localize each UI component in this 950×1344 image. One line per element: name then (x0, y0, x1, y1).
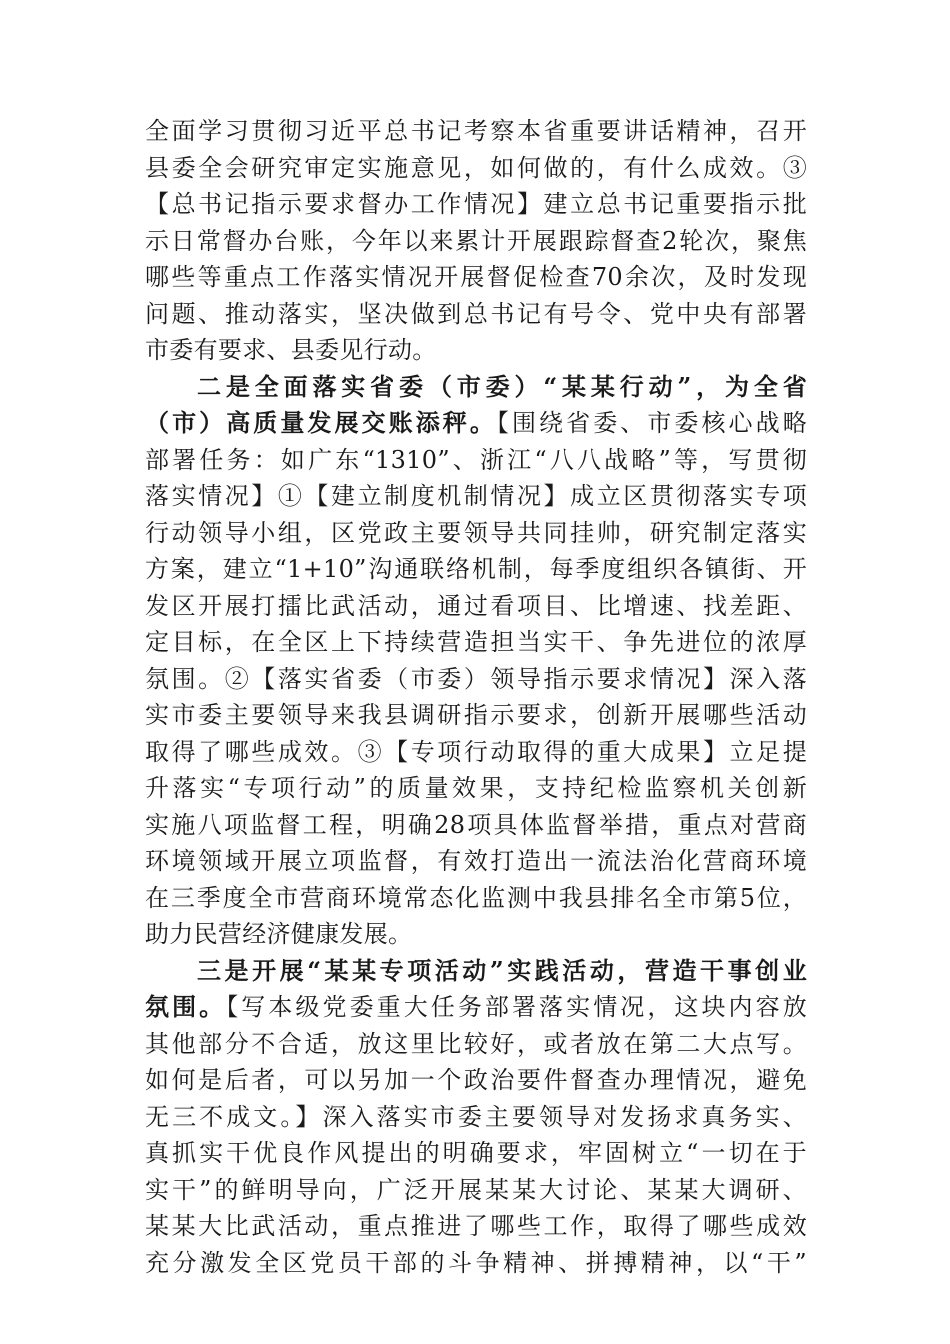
section-heading: 三是开展“某某专项活动”实践活动，营造干事创业 (197, 955, 807, 985)
body-text: 【写本级党委重大任务部署落实情况，这块内容放 (226, 993, 807, 1021)
section-heading: 二是全面落实省委（市委）“某某行动”，为全省 (197, 371, 807, 401)
text-line: 在三季度全市营商环境常态化监测中我县排名全市第5位， (145, 883, 807, 912)
text-line: 示日常督办台账，今年以来累计开展跟踪督查2轮次，聚焦 (145, 226, 807, 255)
body-text: 【围绕省委、市委核心战略 (496, 409, 807, 437)
text-line: 升落实“专项行动”的质量效果，支持纪检监察机关创新 (145, 774, 807, 802)
text-line: 真抓实干优良作风提出的明确要求，牢固树立“一切在于 (145, 1139, 807, 1167)
text-line: 环境领域开展立项监督，有效打造出一流法治化营商环境 (145, 847, 807, 875)
section-heading-line (145, 369, 807, 406)
text-line: 落实情况】①【建立制度机制情况】成立区贯彻落实专项 (145, 482, 807, 510)
text-line: 部署任务：如广东“1310”、浙江“八八战略”等，写贯彻 (145, 445, 807, 474)
text-line: 实市委主要领导来我县调研指示要求，创新开展哪些活动 (145, 701, 807, 729)
text-line: 实施八项监督工程，明确28项具体监督举措，重点对营商 (145, 810, 807, 839)
text-line: 方案，建立“1+10”沟通联络机制，每季度组织各镇街、开 (145, 555, 807, 583)
text-line: 氛围。②【落实省委（市委）领导指示要求情况】深入落 (145, 664, 807, 693)
paragraph-2 (145, 369, 807, 953)
paragraph-1 (145, 113, 807, 369)
section-heading-line (145, 953, 807, 990)
text-line: 某某大比武活动，重点推进了哪些工作，取得了哪些成效 (145, 1212, 807, 1240)
text-line: 市委有要求、县委见行动。 (145, 336, 437, 364)
text-line: 哪些等重点工作落实情况开展督促检查70余次，及时发现 (145, 263, 807, 291)
text-line: 县委全会研究审定实施意见，如何做的，有什么成效。③ (145, 153, 807, 182)
text-line: 助力民营经济健康发展。 (145, 920, 413, 948)
section-heading: 氛围。 (145, 992, 227, 1021)
text-line: 无三不成文。】深入落实市委主要领导对发扬求真务实、 (145, 1102, 807, 1131)
text-line: 实干”的鲜明导向，广泛开展某某大讨论、某某大调研、 (145, 1175, 807, 1204)
text-line: 【总书记指示要求督办工作情况】建立总书记重要指示批 (145, 190, 807, 218)
text-line (145, 405, 807, 442)
text-line: 如何是后者，可以另加一个政治要件督查办理情况，避免 (145, 1066, 807, 1094)
text-line: 全面学习贯彻习近平总书记考察本省重要讲话精神，召开 (145, 117, 807, 145)
section-heading: （市）高质量发展交账添秤。 (145, 408, 497, 437)
text-line: 充分激发全区党员干部的斗争精神、拼搏精神，以“干” (145, 1248, 807, 1277)
text-line: 定目标，在全区上下持续营造担当实干、争先进位的浓厚 (145, 628, 807, 656)
text-line: 取得了哪些成效。③【专项行动取得的重大成果】立足提 (145, 737, 807, 766)
text-line: 发区开展打擂比武活动，通过看项目、比增速、找差距、 (145, 591, 807, 620)
document-body (145, 113, 807, 1281)
text-line: 行动领导小组，区党政主要领导共同挂帅，研究制定落实 (145, 518, 807, 547)
text-line: 其他部分不合适，放这里比较好，或者放在第二大点写。 (145, 1029, 807, 1058)
paragraph-3 (145, 953, 807, 1282)
text-line (145, 989, 807, 1026)
text-line: 问题、推动落实，坚决做到总书记有号令、党中央有部署 (145, 299, 807, 328)
